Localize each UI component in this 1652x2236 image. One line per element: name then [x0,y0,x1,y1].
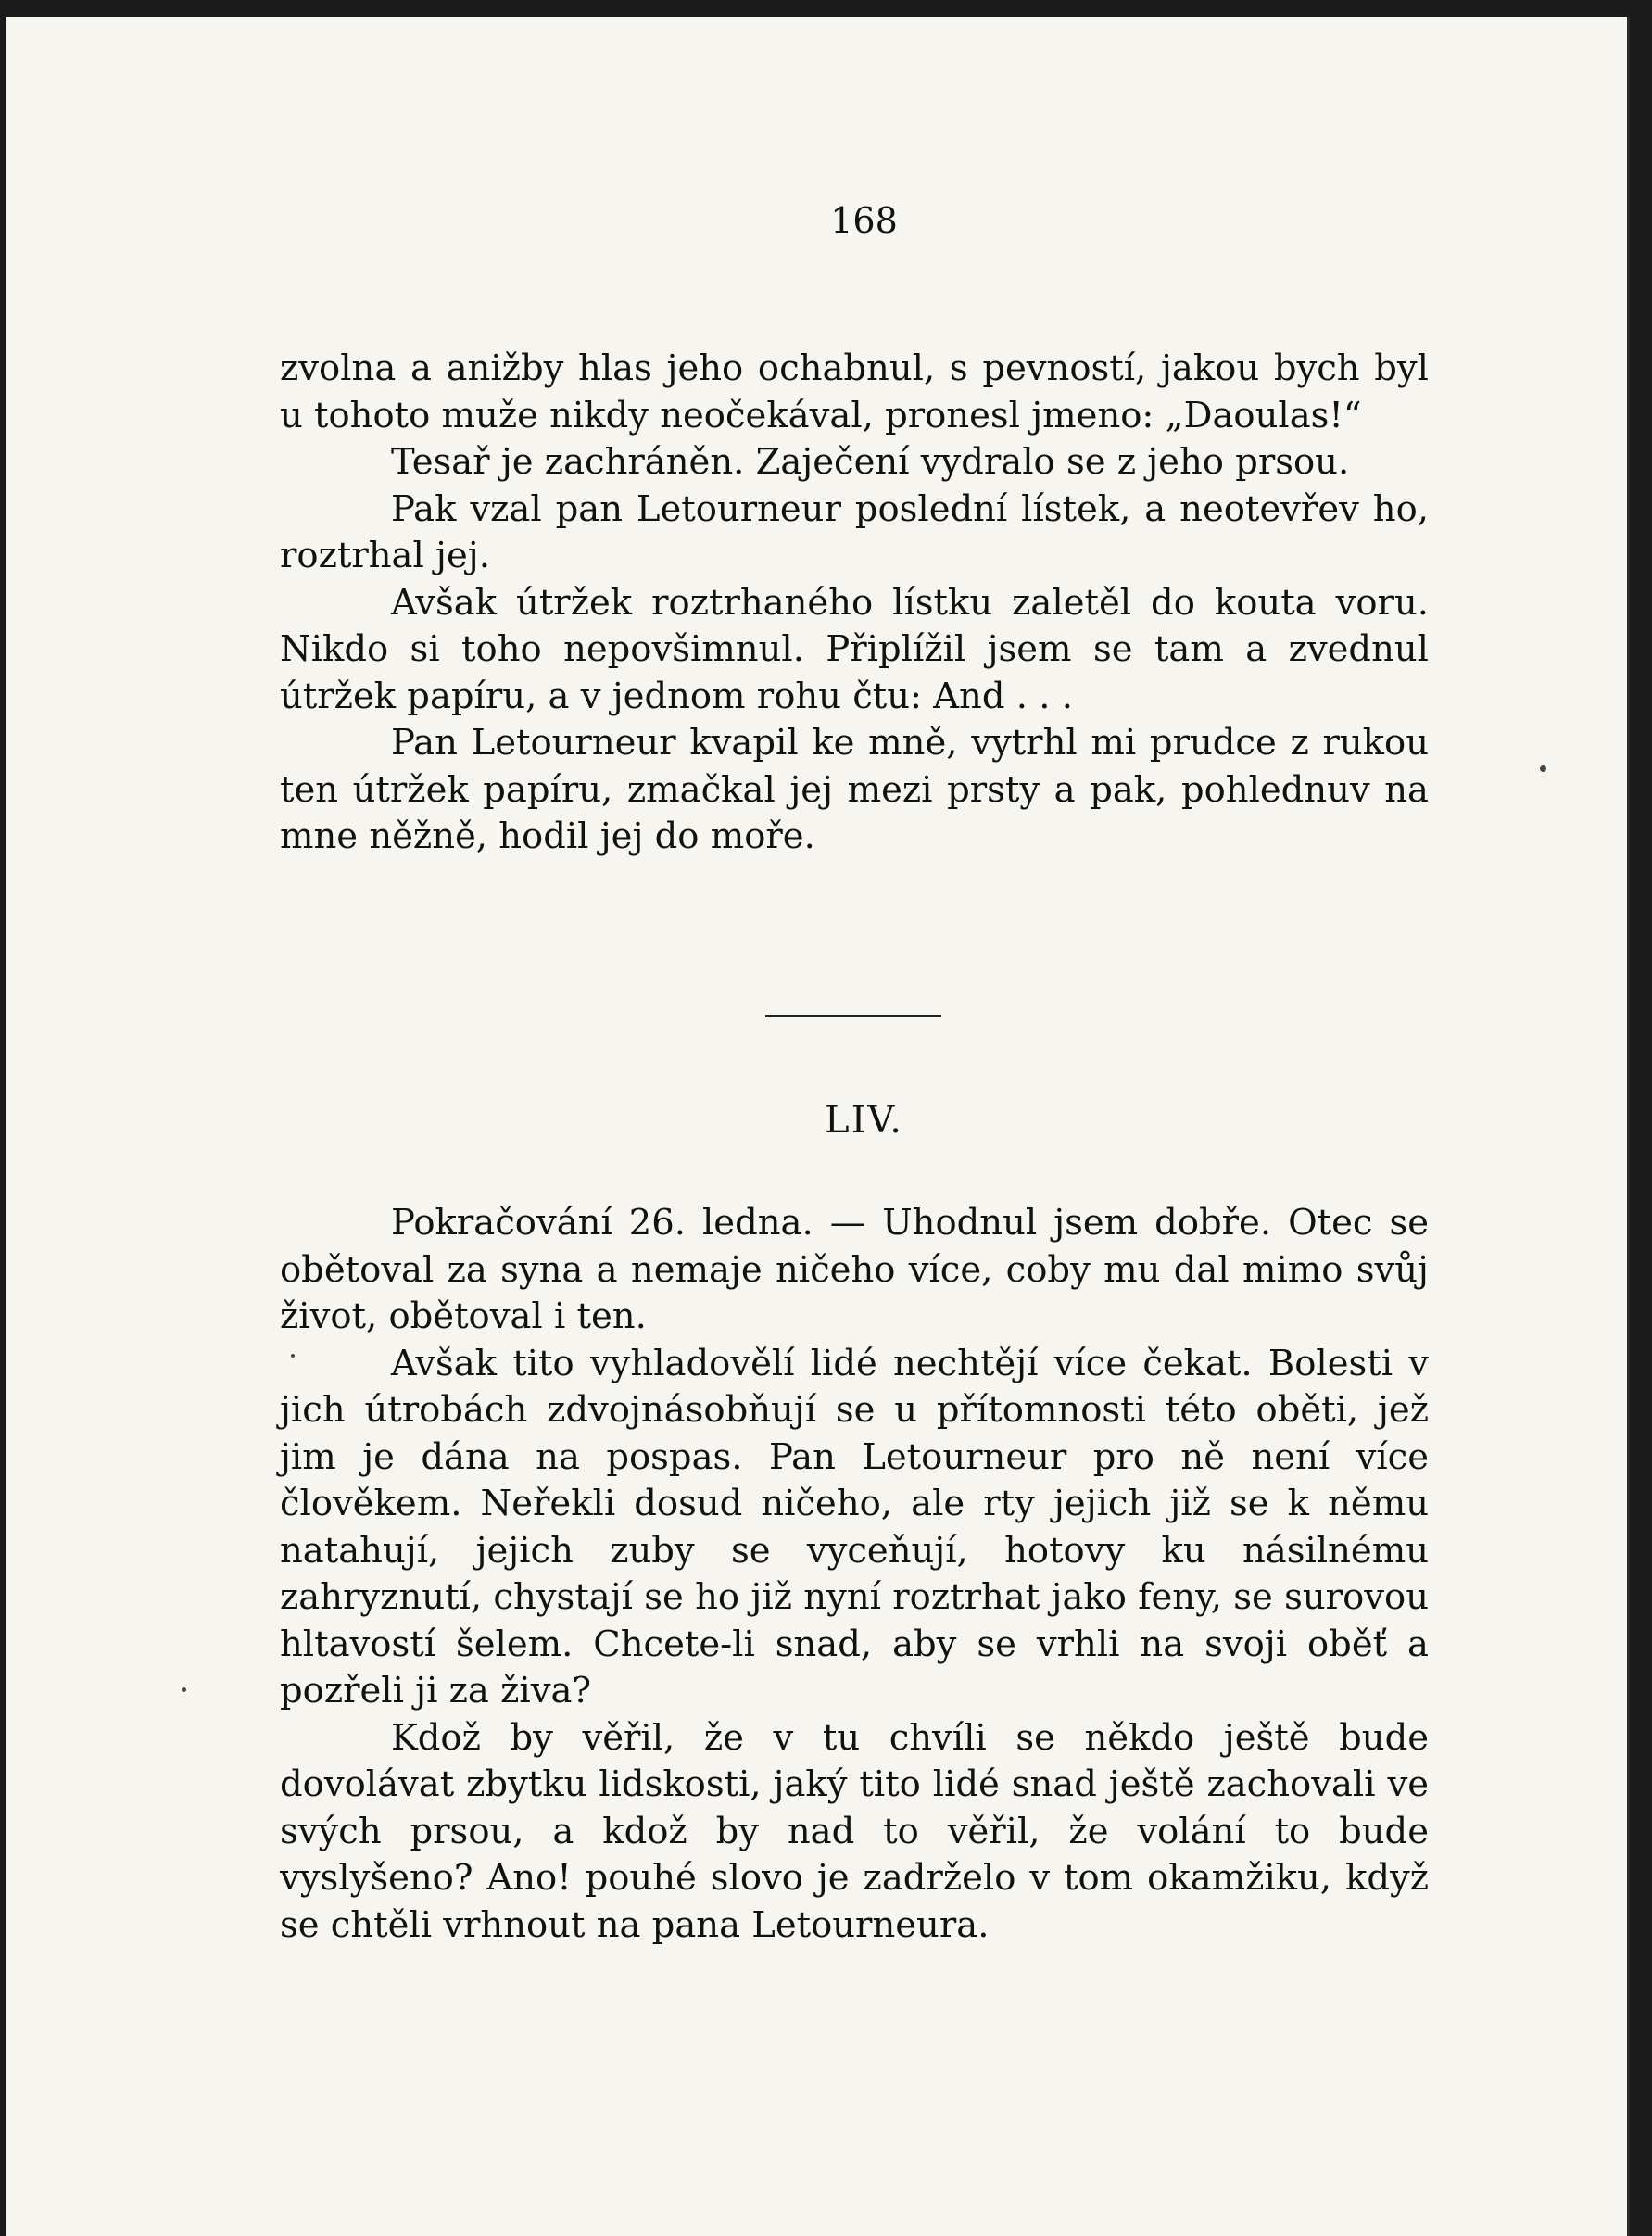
chapter-heading: LIV. [825,1099,903,1142]
page-number: 168 [830,200,898,241]
paragraph: Kdož by věřil, že v tu chvíli se někdo ještě bude dovolávat zbytku lidskosti, jaký tito lidé snad ještě zachovali ve svých prsou, a kdož by nad to věřil, že volání to bude vyslyšeno? Ano! pouhé slovo je zadrželo v tom okamžiku, když se chtěli vrhnout na pana Letourneura. [280,1716,1429,1946]
paragraph: Pan Letourneur kvapil ke mně, vytrhl mi prudce z rukou ten útržek papíru, zmačkal jej mezi prsty a pak, pohlednuv na mne něžně, hodil jej do moře. [280,722,1429,857]
paragraph: Tesař je zachráněn. Zaječení vydralo se z jeho prsou. [391,441,1350,483]
text-block-top [280,346,1429,861]
text-block-bottom [280,1200,1429,1949]
paragraph: Pokračování 26. ledna. — Uhodnul jsem dobře. Otec se obětoval za syna a nemaje ničeho více, coby mu dal mimo svůj život, obětoval i ten. [280,1202,1429,1337]
ink-speck [1540,765,1546,772]
paragraph: Pak vzal pan Letourneur poslední lístek, a neotevřev ho, roztrhal jej. [280,487,1429,576]
paper-sheet [6,17,1630,2236]
paragraph: Avšak útržek roztrhaného lístku zaletěl do kouta voru. Nikdo si toho nepovšimnul. Připlížil jsem se tam a zvednul útržek papíru, a v jednom rohu čtu: And . . . [280,581,1429,717]
section-divider [765,1015,941,1017]
ink-speck [182,1687,186,1692]
paragraph: Avšak tito vyhladovělí lidé nechtějí více čekat. Bolesti v jich útrobách zdvojnásobňují se u přítomnosti této oběti, jež jim je dána na pospas. Pan Letourneur pro ně není více člověkem. Neřekli dosud ničeho, ale rty jejich již se k němu natahují, jejich zuby se vyceňují, hotovy ku násilnému zahryznutí, chystají se ho již nyní roztrhat jako feny, se surovou hltavostí šelem. Chcete-li snad, aby se vrhli na svoji oběť a pozřeli ji za živa? [280,1342,1429,1712]
paragraph: zvolna a anižby hlas jeho ochabnul, s pevností, jakou bych byl u tohoto muže nikdy neočekával, pronesl jmeno: „Daoulas!“ [280,347,1429,436]
